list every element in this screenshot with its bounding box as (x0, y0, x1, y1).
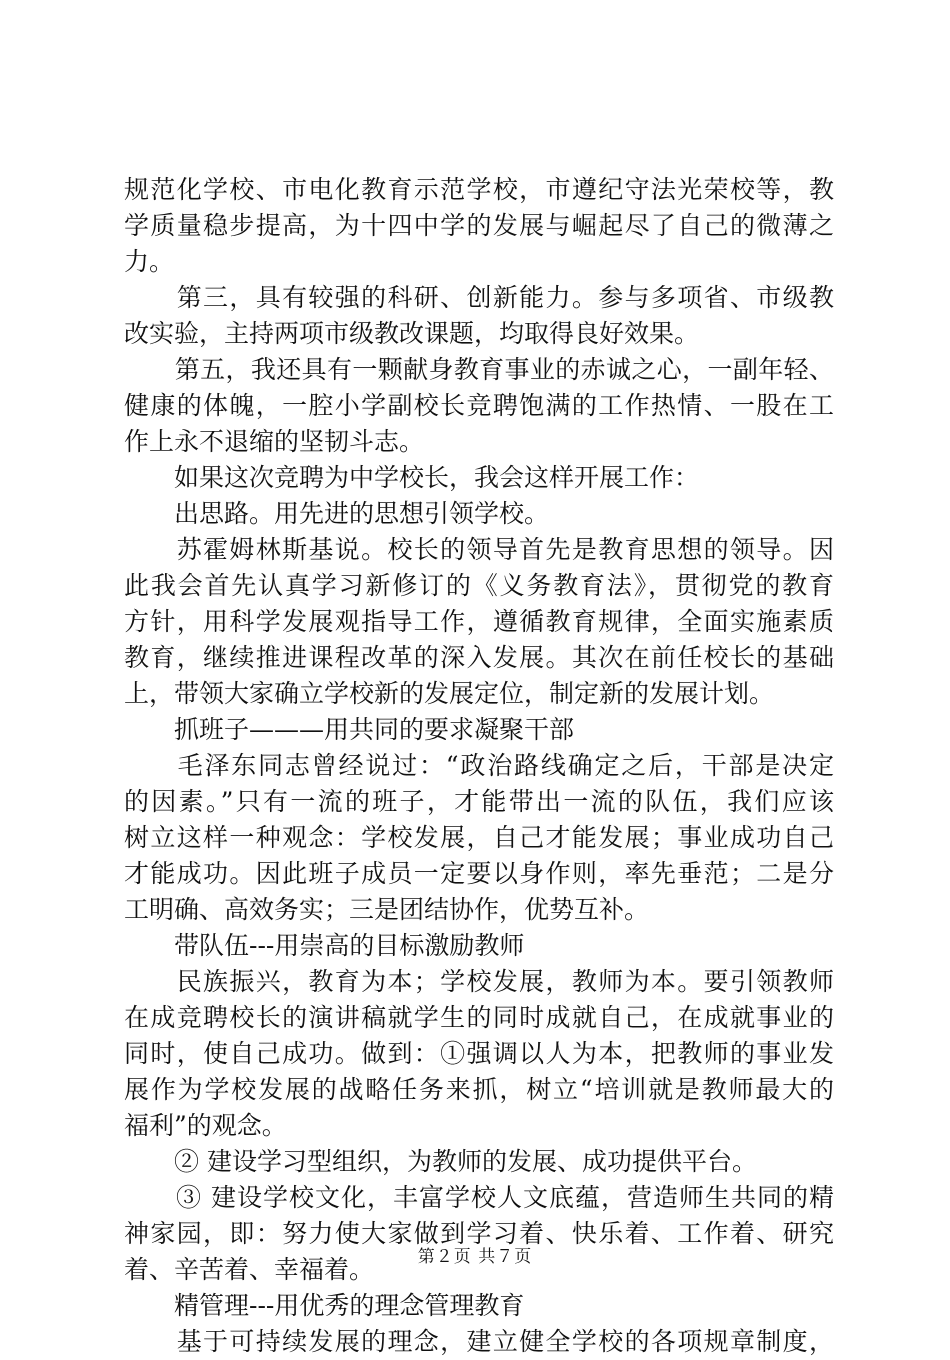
paragraph-line: 如果这次竞聘为中学校长，我会这样开展工作： (124, 463, 700, 492)
paragraph-line: 展作为学校发展的战略任务来抓，树立“培训就是教师最大的 (124, 1075, 834, 1104)
paragraph-line: 改实验，主持两项市级教改课题，均取得良好效果。 (124, 319, 700, 348)
paragraph-line: 在成竞聘校长的演讲稿就学生的同时成就自己，在成就事业的 (124, 1003, 834, 1032)
paragraph-line: ③ 建设学校文化，丰富学校人文底蕴，营造师生共同的精 (124, 1183, 834, 1212)
paragraph-line: 学质量稳步提高，为十四中学的发展与崛起尽了自己的微薄之 (124, 211, 834, 240)
paragraph-line: 第五，我还具有一颗献身教育事业的赤诚之心，一副年轻、 (124, 355, 834, 384)
paragraph-line: 带队伍---用崇高的目标激励教师 (124, 931, 525, 960)
paragraph-line: 基于可持续发展的理念，建立健全学校的各项规章制度， (124, 1327, 834, 1356)
paragraph-line: 的因素。”只有一流的班子，才能带出一流的队伍，我们应该 (124, 787, 834, 816)
paragraph-line: 作上永不退缩的坚韧斗志。 (124, 427, 425, 456)
paragraph-line: 才能成功。因此班子成员一定要以身作则，率先垂范；二是分 (124, 859, 834, 888)
paragraph-line: 神家园，即：努力使大家做到学习着、快乐着、工作着、研究 (124, 1219, 834, 1248)
paragraph-line: 树立这样一种观念：学校发展，自己才能发展；事业成功自己 (124, 823, 834, 852)
paragraph-line: ② 建设学习型组织，为教师的发展、成功提供平台。 (124, 1147, 757, 1176)
paragraph-line: 同时，使自己成功。做到：①强调以人为本，把教师的事业发 (124, 1039, 834, 1068)
document-body (124, 172, 834, 1360)
paragraph-line: 福利”的观念。 (124, 1111, 287, 1140)
paragraph-line: 力。 (124, 247, 175, 276)
paragraph-line: 抓班子———用共同的要求凝聚干部 (124, 715, 575, 744)
paragraph-line: 规范化学校、市电化教育示范学校，市遵纪守法光荣校等，教 (124, 175, 834, 204)
paragraph-line: 着、辛苦着、幸福着。 (124, 1255, 375, 1284)
paragraph-line: 方针，用科学发展观指导工作，遵循教育规律，全面实施素质 (124, 607, 834, 636)
paragraph-line: 此我会首先认真学习新修订的《义务教育法》，贯彻党的教育 (124, 571, 834, 600)
paragraph-line: 第三，具有较强的科研、创新能力。参与多项省、市级教 (124, 283, 834, 312)
paragraph-line: 健康的体魄，一腔小学副校长竞聘饱满的工作热情、一股在工 (124, 391, 834, 420)
paragraph-line: 教育，继续推进课程改革的深入发展。其次在前任校长的基础 (124, 643, 834, 672)
paragraph-line: 民族振兴，教育为本；学校发展，教师为本。要引领教师 (124, 967, 834, 996)
paragraph-line: 工明确、高效务实；三是团结协作，优势互补。 (124, 895, 650, 924)
paragraph-line: 毛泽东同志曾经说过：“政治路线确定之后，干部是决定 (124, 751, 834, 780)
paragraph-line: 出思路。用先进的思想引领学校。 (124, 499, 550, 528)
paragraph-line: 上，带领大家确立学校新的发展定位，制定新的发展计划。 (124, 679, 775, 708)
page-footer: 第２页 共７页 (417, 1247, 533, 1267)
paragraph-line: 苏霍姆林斯基说。校长的领导首先是教育思想的领导。因 (124, 535, 834, 564)
paragraph-line: 精管理---用优秀的理念管理教育 (124, 1291, 525, 1320)
